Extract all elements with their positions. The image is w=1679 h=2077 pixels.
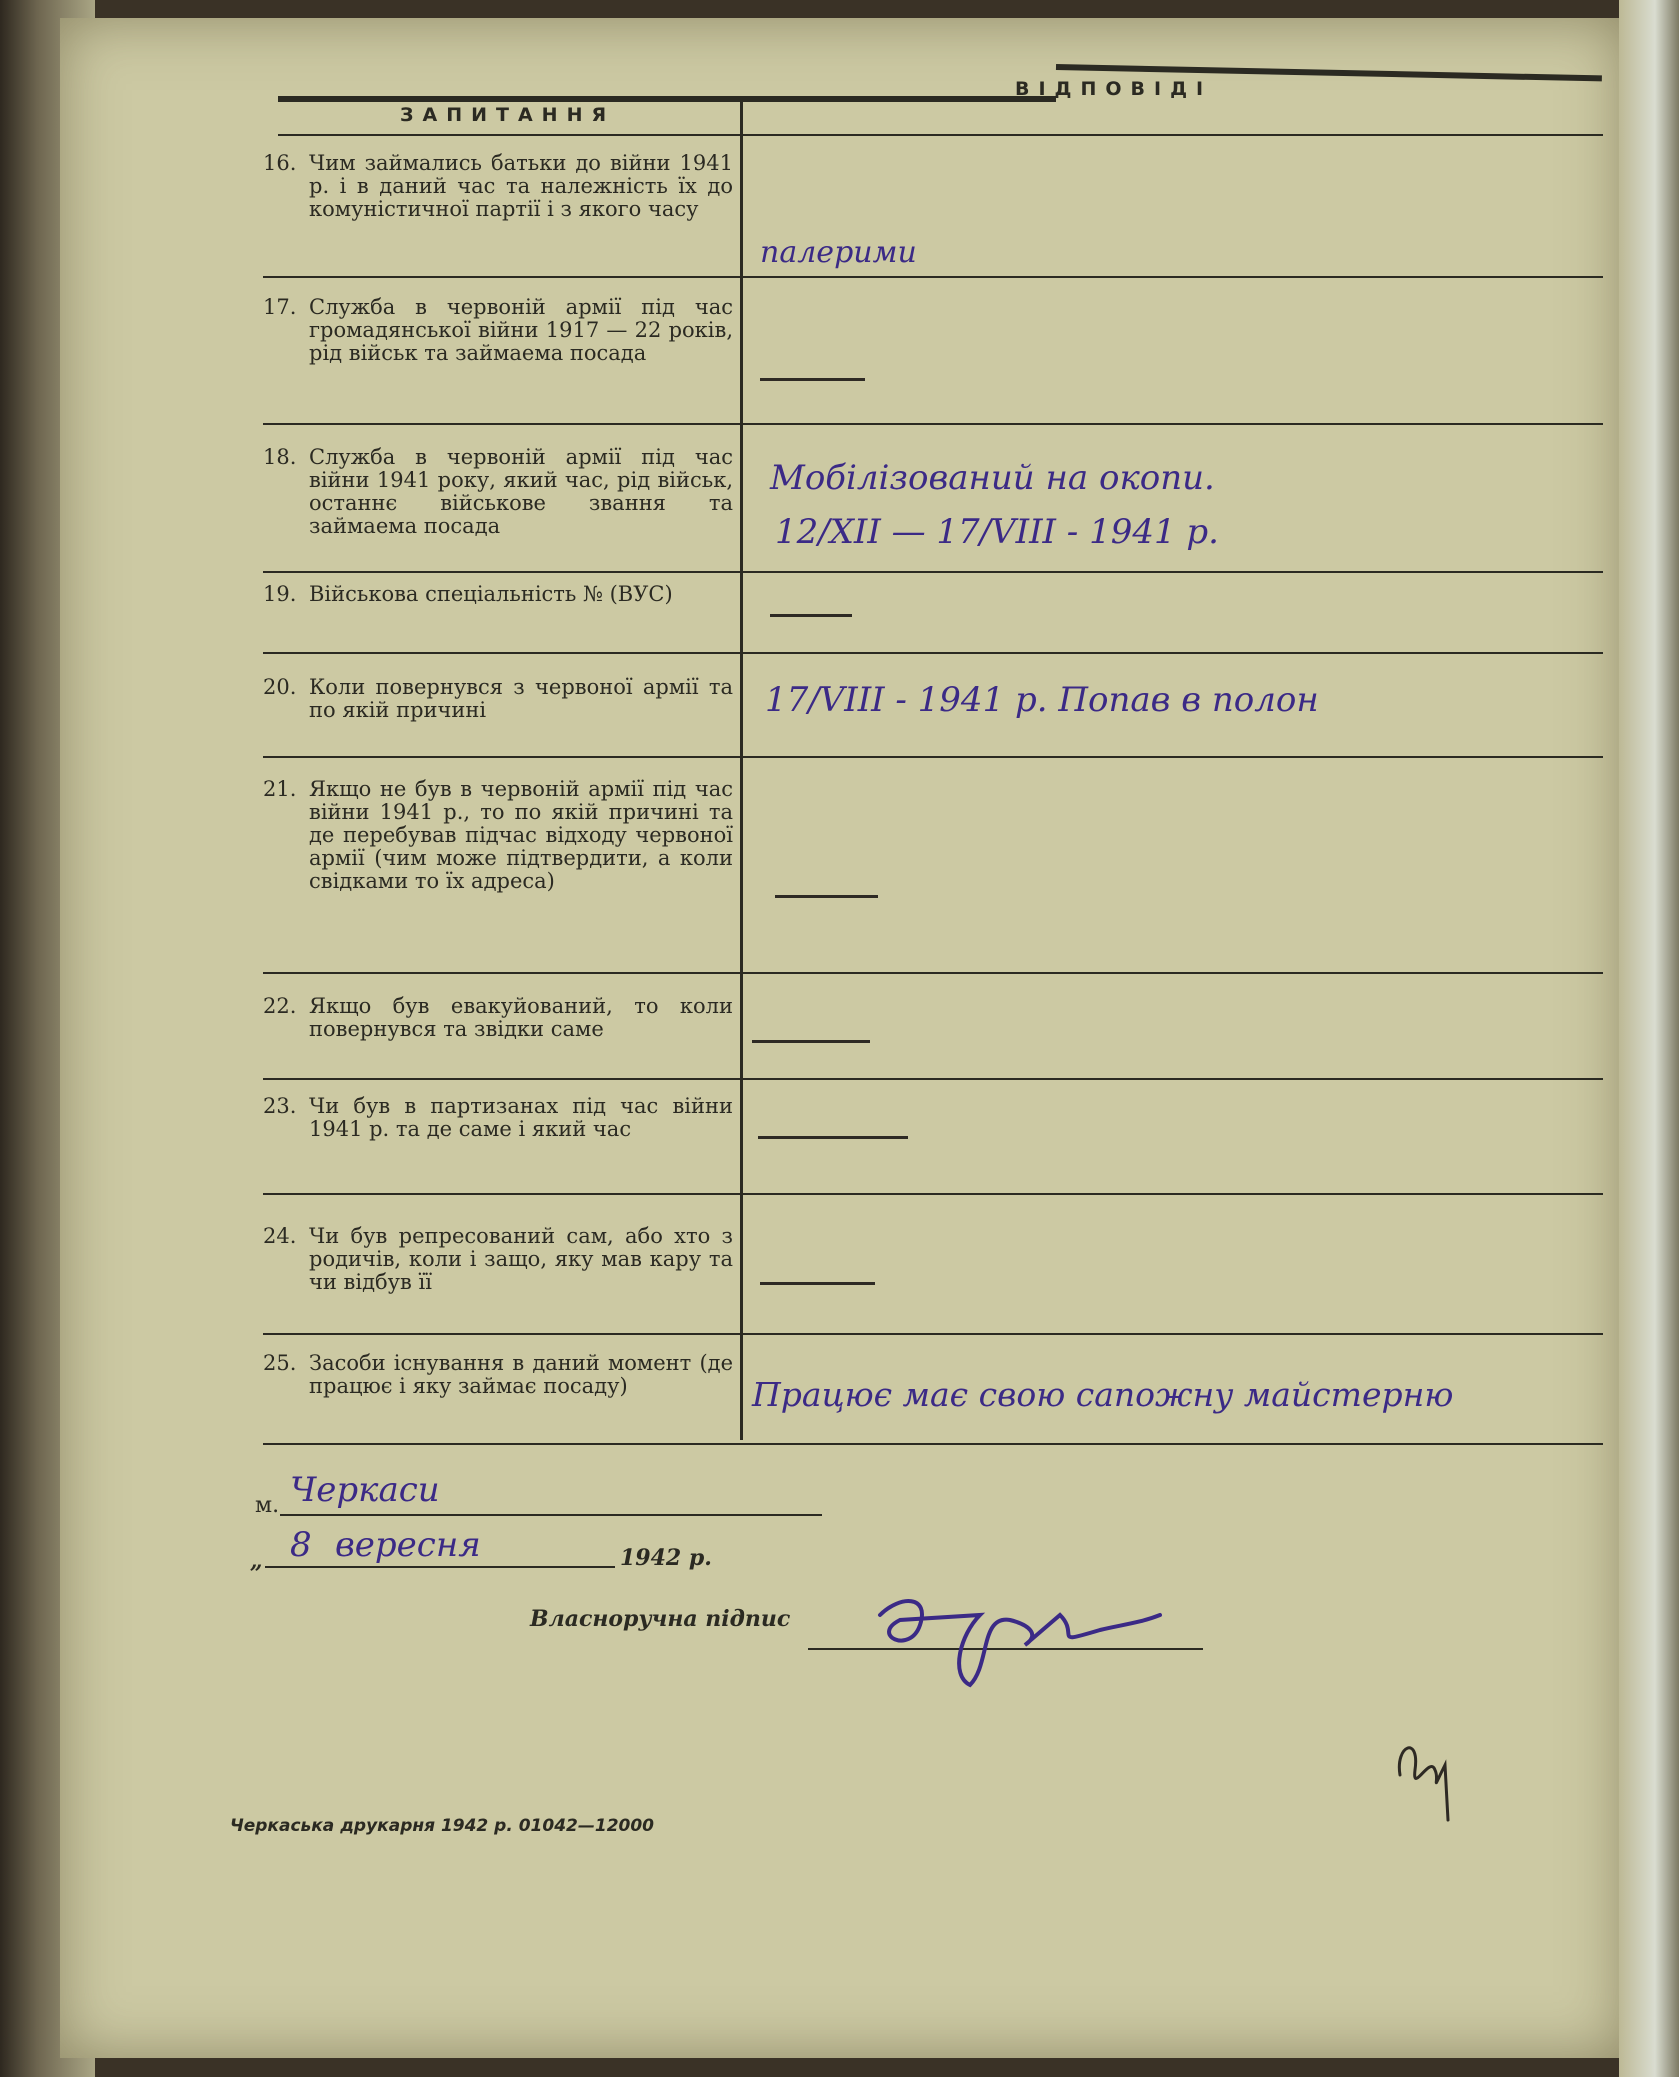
question-number: 24. [263, 1224, 297, 1248]
answer-24-dash [760, 1282, 875, 1285]
question-number: 23. [263, 1094, 297, 1118]
signature-label: Власноручна підпис [530, 1606, 791, 1632]
answer-21-dash [775, 895, 878, 898]
question-17 [263, 296, 733, 365]
question-text: Чи був в партизанах під час війни 1941 р. та де саме і який час [309, 1094, 733, 1141]
question-text: Служба в червоній армії під час війни 1941 року, який час, рід військ, останнє військове звання та займаема посада [309, 445, 733, 538]
printer-footer: Черкаська друкарня 1942 р. 01042—12000 [230, 1816, 655, 1836]
row-rule [263, 1193, 1603, 1195]
answer-25: Працює має свою сапожну майстерню [752, 1375, 1454, 1414]
place-prefix: м. [255, 1493, 280, 1518]
answer-20: 17/VIII - 1941 р. Попав в полон [765, 680, 1319, 720]
question-text: Якщо був евакуйований, то коли повернувся та звідки саме [309, 994, 733, 1041]
question-number: 19. [263, 582, 297, 606]
row-rule [263, 1078, 1603, 1080]
page-edge [1619, 0, 1679, 2077]
row-rule [263, 423, 1603, 425]
question-text: Коли повернувся з червоної армії та по якій причині [309, 675, 733, 722]
initials-scribble [1390, 1725, 1470, 1825]
row-rule [263, 972, 1603, 974]
question-number: 21. [263, 777, 297, 801]
question-18 [263, 446, 733, 538]
place-value: Черкаси [290, 1470, 440, 1510]
question-text: Якщо не був в червоній армії під час війни 1941 р., то по якій причині та де перебував підчас відходу червоної армії (чим може підтвердити, а коли свідками то їх адреса) [309, 777, 733, 893]
date-year: 1942 р. [620, 1545, 712, 1571]
header-bottom-rule [278, 134, 1603, 136]
questions-header: ЗАПИТАННЯ [400, 104, 616, 126]
date-open-quote: „ [250, 1548, 263, 1574]
answer-22-dash [752, 1040, 870, 1043]
question-23 [263, 1095, 733, 1141]
question-text: Засоби існування в даний момент (де працює і яку займає посаду) [309, 1351, 733, 1398]
date-line [265, 1566, 615, 1568]
question-number: 22. [263, 994, 297, 1018]
question-text: Військова спеціальність № (ВУС) [309, 582, 673, 606]
answer-18-line1: Мобілізований на окопи. [770, 458, 1215, 498]
row-rule [263, 276, 1603, 278]
question-21 [263, 778, 733, 893]
question-text: Служба в червоній армії під час громадянської війни 1917 — 22 років, рід військ та займаема посада [309, 295, 733, 365]
question-25 [263, 1352, 733, 1398]
answer-23-dash [758, 1136, 908, 1139]
question-22 [263, 995, 733, 1041]
question-20 [263, 676, 733, 722]
row-rule [263, 1443, 1603, 1445]
row-rule [263, 1333, 1603, 1335]
answer-17-dash [760, 378, 865, 381]
answer-19-dash [770, 614, 852, 617]
row-rule [263, 571, 1603, 573]
question-number: 18. [263, 445, 297, 469]
header-rule-left [278, 96, 1056, 102]
place-line [280, 1514, 822, 1516]
row-rule [263, 756, 1603, 758]
question-16 [263, 152, 733, 221]
date-day: 8 [290, 1525, 312, 1565]
answer-18-line2: 12/XII — 17/VIII - 1941 р. [775, 512, 1219, 552]
row-rule [263, 652, 1603, 654]
question-24 [263, 1225, 733, 1294]
answers-header: ВІДПОВІДІ [1015, 78, 1213, 100]
question-text: Чим займались батьки до війни 1941 р. і в даний час та належність їх до комуністичної партії і з якого часу [309, 151, 733, 221]
question-number: 25. [263, 1351, 297, 1375]
date-month: вересня [335, 1525, 481, 1565]
answer-16: палерими [760, 235, 917, 270]
question-number: 16. [263, 151, 297, 175]
question-number: 17. [263, 295, 297, 319]
question-19 [263, 583, 733, 606]
signature-scribble [860, 1575, 1180, 1695]
column-divider [740, 100, 743, 1440]
question-text: Чи був репресований сам, або хто з родичів, коли і защо, яку мав кару та чи відбув її [309, 1224, 733, 1294]
question-number: 20. [263, 675, 297, 699]
